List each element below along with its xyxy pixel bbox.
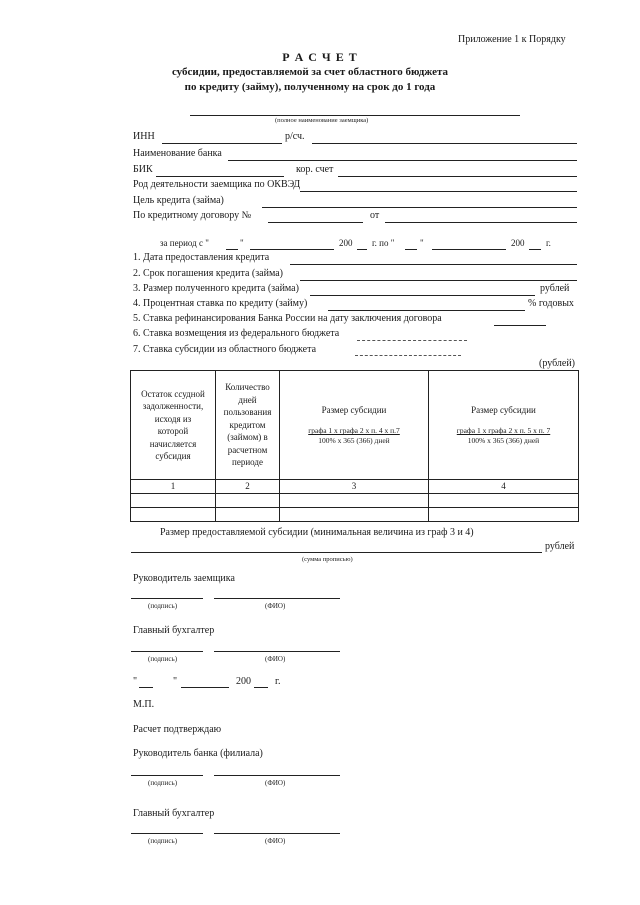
bik-label: БИК <box>133 164 153 175</box>
table-cell[interactable] <box>131 508 216 522</box>
col4-header <box>429 371 579 480</box>
col2-line: кредитом <box>229 419 266 430</box>
table-cell[interactable] <box>131 494 216 508</box>
contract-number-field[interactable] <box>268 222 363 223</box>
period-start-month[interactable] <box>250 249 334 250</box>
col4-formula-numerator: графа 1 х графа 2 х п. 5 х п. 7 <box>456 426 551 436</box>
item-3-label: 3. Размер полученного кредита (займа) <box>133 283 299 294</box>
account-label: р/сч. <box>285 131 305 142</box>
item-3-unit: рублей <box>540 283 570 294</box>
period-to: г. по " <box>372 238 395 248</box>
date-month-field[interactable] <box>181 687 229 688</box>
account-field[interactable] <box>312 143 577 144</box>
contract-label: По кредитному договору № <box>133 210 252 221</box>
item-4-unit: % годовых <box>528 298 574 309</box>
period-year-1: 200 <box>339 238 353 248</box>
item-4-label: 4. Процентная ставка по кредиту (займу) <box>133 298 308 309</box>
borrower-name-line[interactable] <box>190 115 520 116</box>
activity-field[interactable] <box>300 191 577 192</box>
col1-line: субсидия <box>155 451 191 461</box>
document-subtitle-1: субсидии, предоставляемой за счет областного бюджета <box>171 66 449 78</box>
col1-line: Остаток ссудной <box>141 388 205 399</box>
signature-caption: (подпись) <box>148 655 178 663</box>
col-number: 4 <box>429 480 579 494</box>
table-cell[interactable] <box>280 508 429 522</box>
period-year-2: 200 <box>511 238 525 248</box>
bank-name-field[interactable] <box>228 160 577 161</box>
purpose-label: Цель кредита (займа) <box>133 195 224 206</box>
summary-text: Размер предоставляемой субсидии (минимальная величина из граф 3 и 4) <box>160 527 474 538</box>
item-2-label: 2. Срок погашения кредита (займа) <box>133 268 283 279</box>
col3-header <box>280 371 429 480</box>
table-row[interactable] <box>131 508 579 522</box>
col2-line: периоде <box>232 457 263 468</box>
date-g: г. <box>275 676 281 687</box>
table-cell[interactable] <box>429 508 579 522</box>
signature-caption: (подпись) <box>148 837 178 845</box>
item-1-field[interactable] <box>290 264 577 265</box>
chief-accountant2-label: Главный бухгалтер <box>133 808 215 819</box>
period-g: г. <box>546 238 551 248</box>
bik-field[interactable] <box>156 176 284 177</box>
date-year-field[interactable] <box>254 687 268 688</box>
document-title: Р А С Ч Е Т <box>282 50 358 64</box>
period-end-day[interactable] <box>405 249 417 250</box>
contract-from-label: от <box>370 210 380 221</box>
head-bank-label: Руководитель банка (филиала) <box>133 748 263 759</box>
col4-title: Размер субсидии <box>471 404 536 415</box>
corr-account-label: кор. счет <box>296 164 334 175</box>
appendix-note: Приложение 1 к Порядку <box>458 34 566 45</box>
col1-line: которой <box>157 426 189 436</box>
contract-date-field[interactable] <box>385 222 577 223</box>
stamp-label: М.П. <box>133 699 155 710</box>
item-7-field[interactable] <box>355 355 461 356</box>
col-number: 2 <box>216 480 280 494</box>
date-quote-open: " <box>133 676 138 687</box>
col4-formula-denominator: 100% х 365 (366) дней <box>467 436 540 446</box>
period-quote-1: " <box>240 238 244 248</box>
col3-formula-denominator: 100% х 365 (366) дней <box>318 436 390 446</box>
item-4-field[interactable] <box>328 310 525 311</box>
chief-accountant-fio[interactable] <box>214 651 340 652</box>
item-6-field[interactable] <box>357 340 467 341</box>
col2-line: пользования <box>223 407 272 418</box>
col1-line: исходя из <box>154 413 192 424</box>
inn-label: ИНН <box>133 131 155 142</box>
inn-field[interactable] <box>162 143 282 144</box>
summary-caption: (сумма прописью) <box>302 556 353 563</box>
currency-note: (рублей) <box>539 358 576 369</box>
period-end-year[interactable] <box>529 249 541 250</box>
chief-accountant-signature[interactable] <box>131 651 203 652</box>
activity-label: Род деятельности заемщика по ОКВЭД <box>133 179 301 190</box>
table-cell[interactable] <box>280 494 429 508</box>
col1-line: задолженности, <box>142 401 204 411</box>
corr-account-field[interactable] <box>338 176 577 177</box>
item-5-label: 5. Ставка рефинансирования Банка России на дату заключения договора <box>133 313 442 324</box>
borrower-name-caption: (полное наименование заемщика) <box>275 117 369 124</box>
subsidy-table <box>130 370 579 522</box>
document-subtitle-2: по кредиту (займу), полученному на срок до 1 года <box>184 81 436 93</box>
period-quote-2: " <box>420 238 424 248</box>
col2-header <box>216 371 280 480</box>
head-bank-fio[interactable] <box>214 775 340 776</box>
table-header-row <box>131 371 579 480</box>
date-day-field[interactable] <box>139 687 153 688</box>
col-number: 1 <box>131 480 216 494</box>
item-2-field[interactable] <box>300 280 577 281</box>
period-prefix: за период с " <box>160 238 209 248</box>
summary-amount-field[interactable] <box>131 552 542 553</box>
item-6-label: 6. Ставка возмещения из федерального бюджета <box>133 328 340 339</box>
fio-caption: (ФИО) <box>265 655 286 663</box>
col2-line: (займом) в <box>227 432 268 443</box>
col3-title: Размер субсидии <box>321 404 387 415</box>
fio-caption: (ФИО) <box>265 837 286 845</box>
period-start-year[interactable] <box>357 249 367 250</box>
table-cell[interactable] <box>216 508 280 522</box>
chief-accountant-label: Главный бухгалтер <box>133 625 215 636</box>
head-borrower-fio[interactable] <box>214 598 340 599</box>
col1-header <box>131 371 216 480</box>
item-7-label: 7. Ставка субсидии из областного бюджета <box>133 344 317 355</box>
col2-line: расчетном <box>227 444 268 455</box>
col1-line: начисляется <box>149 438 197 449</box>
period-start-day[interactable] <box>226 249 238 250</box>
signature-caption: (подпись) <box>148 779 178 787</box>
head-borrower-label: Руководитель заемщика <box>133 573 235 584</box>
table-cell[interactable] <box>216 494 280 508</box>
date-year: 200 <box>236 676 251 687</box>
summary-rubles: рублей <box>545 541 575 552</box>
chief-accountant2-fio[interactable] <box>214 833 340 834</box>
col2-line: дней <box>238 394 257 405</box>
table-cell[interactable] <box>429 494 579 508</box>
purpose-field[interactable] <box>262 207 577 208</box>
confirm-label: Расчет подтверждаю <box>133 724 222 735</box>
fio-caption: (ФИО) <box>265 779 286 787</box>
table-number-row <box>131 480 579 494</box>
item-5-field[interactable] <box>494 325 546 326</box>
fio-caption: (ФИО) <box>265 602 286 610</box>
col-number: 3 <box>280 480 429 494</box>
head-borrower-signature[interactable] <box>131 598 203 599</box>
item-3-field[interactable] <box>310 295 535 296</box>
date-quote-close: " <box>173 676 178 687</box>
signature-caption: (подпись) <box>148 602 178 610</box>
period-end-month[interactable] <box>432 249 506 250</box>
head-bank-signature[interactable] <box>131 775 203 776</box>
chief-accountant2-signature[interactable] <box>131 833 203 834</box>
bank-name-label: Наименование банка <box>133 148 222 159</box>
col2-line: Количество <box>225 382 270 393</box>
table-row[interactable] <box>131 494 579 508</box>
col3-formula-numerator: графа 1 х графа 2 х п. 4 х п.7 <box>308 426 400 436</box>
item-1-label: 1. Дата предоставления кредита <box>133 252 270 263</box>
